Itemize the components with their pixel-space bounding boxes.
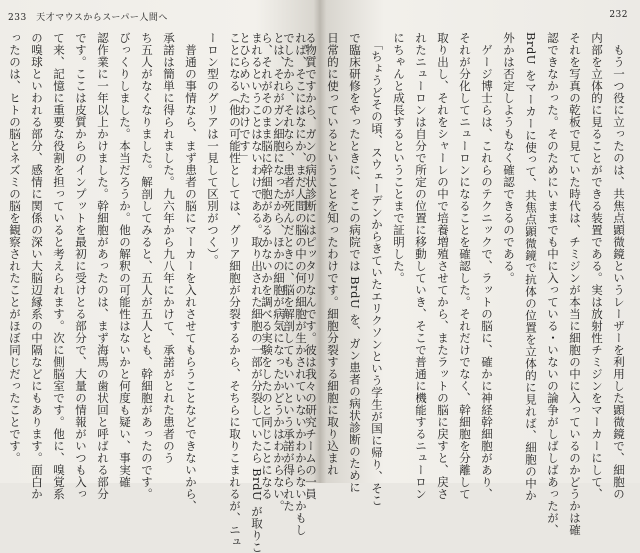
text-column: の嗅球といわれる部分、感情に関係の深い大脳辺縁系の中隔などにもあります。面白か: [30, 32, 44, 500]
right-page-number: 232: [609, 10, 628, 20]
text-column: もう一つ役に立ったのは、共焦点顕微鏡というレーザーを利用した顕微鏡で、細胞の: [612, 32, 626, 500]
right-page-header: [609, 10, 628, 20]
text-column: 内部を立体的に見ることができる装置である。実は放射性チミジンをマーカーにして、: [590, 32, 604, 500]
running-head: 天才マウスからスーパー人間へ: [36, 13, 168, 23]
text-column: ち五人がなくなりました。解剖してみると、五人が五人とも、幹細胞があったのです。: [140, 32, 154, 500]
text-column: 認できなかった。そのためにいままでも中に入っている・いないの論争がしばしばあったが、: [546, 32, 560, 536]
text-column: まれるということはないわけである。取り出された細胞の一部が分裂していたら BrdU が取りこ: [250, 32, 264, 553]
text-column: 「ちょうどその頃、スウェーデンからきていたエリクソンという学生が国に帰り、そこ: [370, 32, 384, 507]
text-column: ら、それがそのまま脳に幹細胞があるかないかを調べる実験をしたのと同じことになる: [260, 32, 274, 500]
text-column: それを写真の乾板で見ていた時代は、チミジンが本当に細胞の中に入っているのかどうかは確: [568, 32, 582, 536]
left-page-header: [8, 10, 168, 23]
text-column: て来、記憶に重要な役割を担っていると考えられます。次に側脳室です。他に、嗅覚系: [52, 32, 66, 500]
text-column: ゲージ博士らは、これらのテクニックで、ラットの脳に、確かに神経幹細胞があり、: [480, 32, 494, 500]
text-column: で臨床研修をやったときに、そこの病院では BrdU を、ガン患者の病状診断のために: [348, 32, 362, 494]
text-column: にちゃんと成長するということまで証明した。: [392, 32, 406, 284]
text-column: 日常的に使っているということを知ったわけです。細胞分裂する細胞に取り込まれ: [326, 32, 340, 476]
text-column: それが分化してニューロンになることを確認した。それだけでなく、幹細胞を分離して: [458, 32, 472, 500]
text-column: 認作業に一年以上かけました。幹細胞があったのは、まず海馬の歯状回と呼ばれる部分: [96, 32, 110, 500]
text-column: 外かは否定しようもなく確認できるのである。: [502, 32, 516, 284]
text-column: 取り出し、それをシャーレの中で培養増殖させてから、またラットの脳に戻すと、戻さ: [436, 32, 450, 500]
text-column: [0, 32, 4, 472]
text-column: ことになる（他の可能性としては、グリア細胞が分裂するから、そちらに取りこまれるが、ニュ: [228, 32, 242, 548]
text-column: です。ここは皮質からのインプットを最初に受けとる部分で、大量の情報がいつも入っ: [74, 32, 88, 500]
text-column: ーロン型のグリアは一見して区別がつく）。: [206, 32, 220, 267]
text-column: でしたから、それなら、患者が死んだときに、脳を解剖してもいいという承諾が得られた: [282, 32, 296, 512]
text-column: びっくりしました。本当だろうか。他の解釈の可能性はないかと何度も疑い、事実確: [118, 32, 132, 488]
text-column: 承諾は簡単に得られました。九六年から九八年にかけて、承諾がとれた患者のう: [162, 32, 176, 464]
text-column: る物質ですから、ガンの病状診断にはピッタリなんです。彼は我々の研究チームの一員: [304, 32, 318, 500]
text-column: れたニューロンは自分で所定の位置に移動していき、そこで普通に機能するニューロン: [414, 32, 428, 500]
text-column: れば、そこにはなにか、まだ人間の脳の中の何の細胞が生かされていないかわからないかもし: [294, 32, 308, 536]
text-column: 普通の事情なら、まず患者の脳にマーカーを入れさせてもらうことなどできないから、: [184, 32, 198, 512]
text-column: とは、それがガン細胞になったから、ほかの細胞が病気になったかどうかはわからない。: [272, 32, 286, 512]
text-column: ったのは、ヒトの脳とネズミの脳を観察されたことがほぼ同じだったことです。: [8, 32, 22, 464]
text-column: BrdU をマーカーに使って、共焦点顕微鏡で抗体の位置を立体的に見れば、細胞の中か: [524, 32, 538, 502]
left-page-number: 233: [8, 13, 27, 23]
text-column: とひらめいたわけです」: [238, 32, 252, 164]
